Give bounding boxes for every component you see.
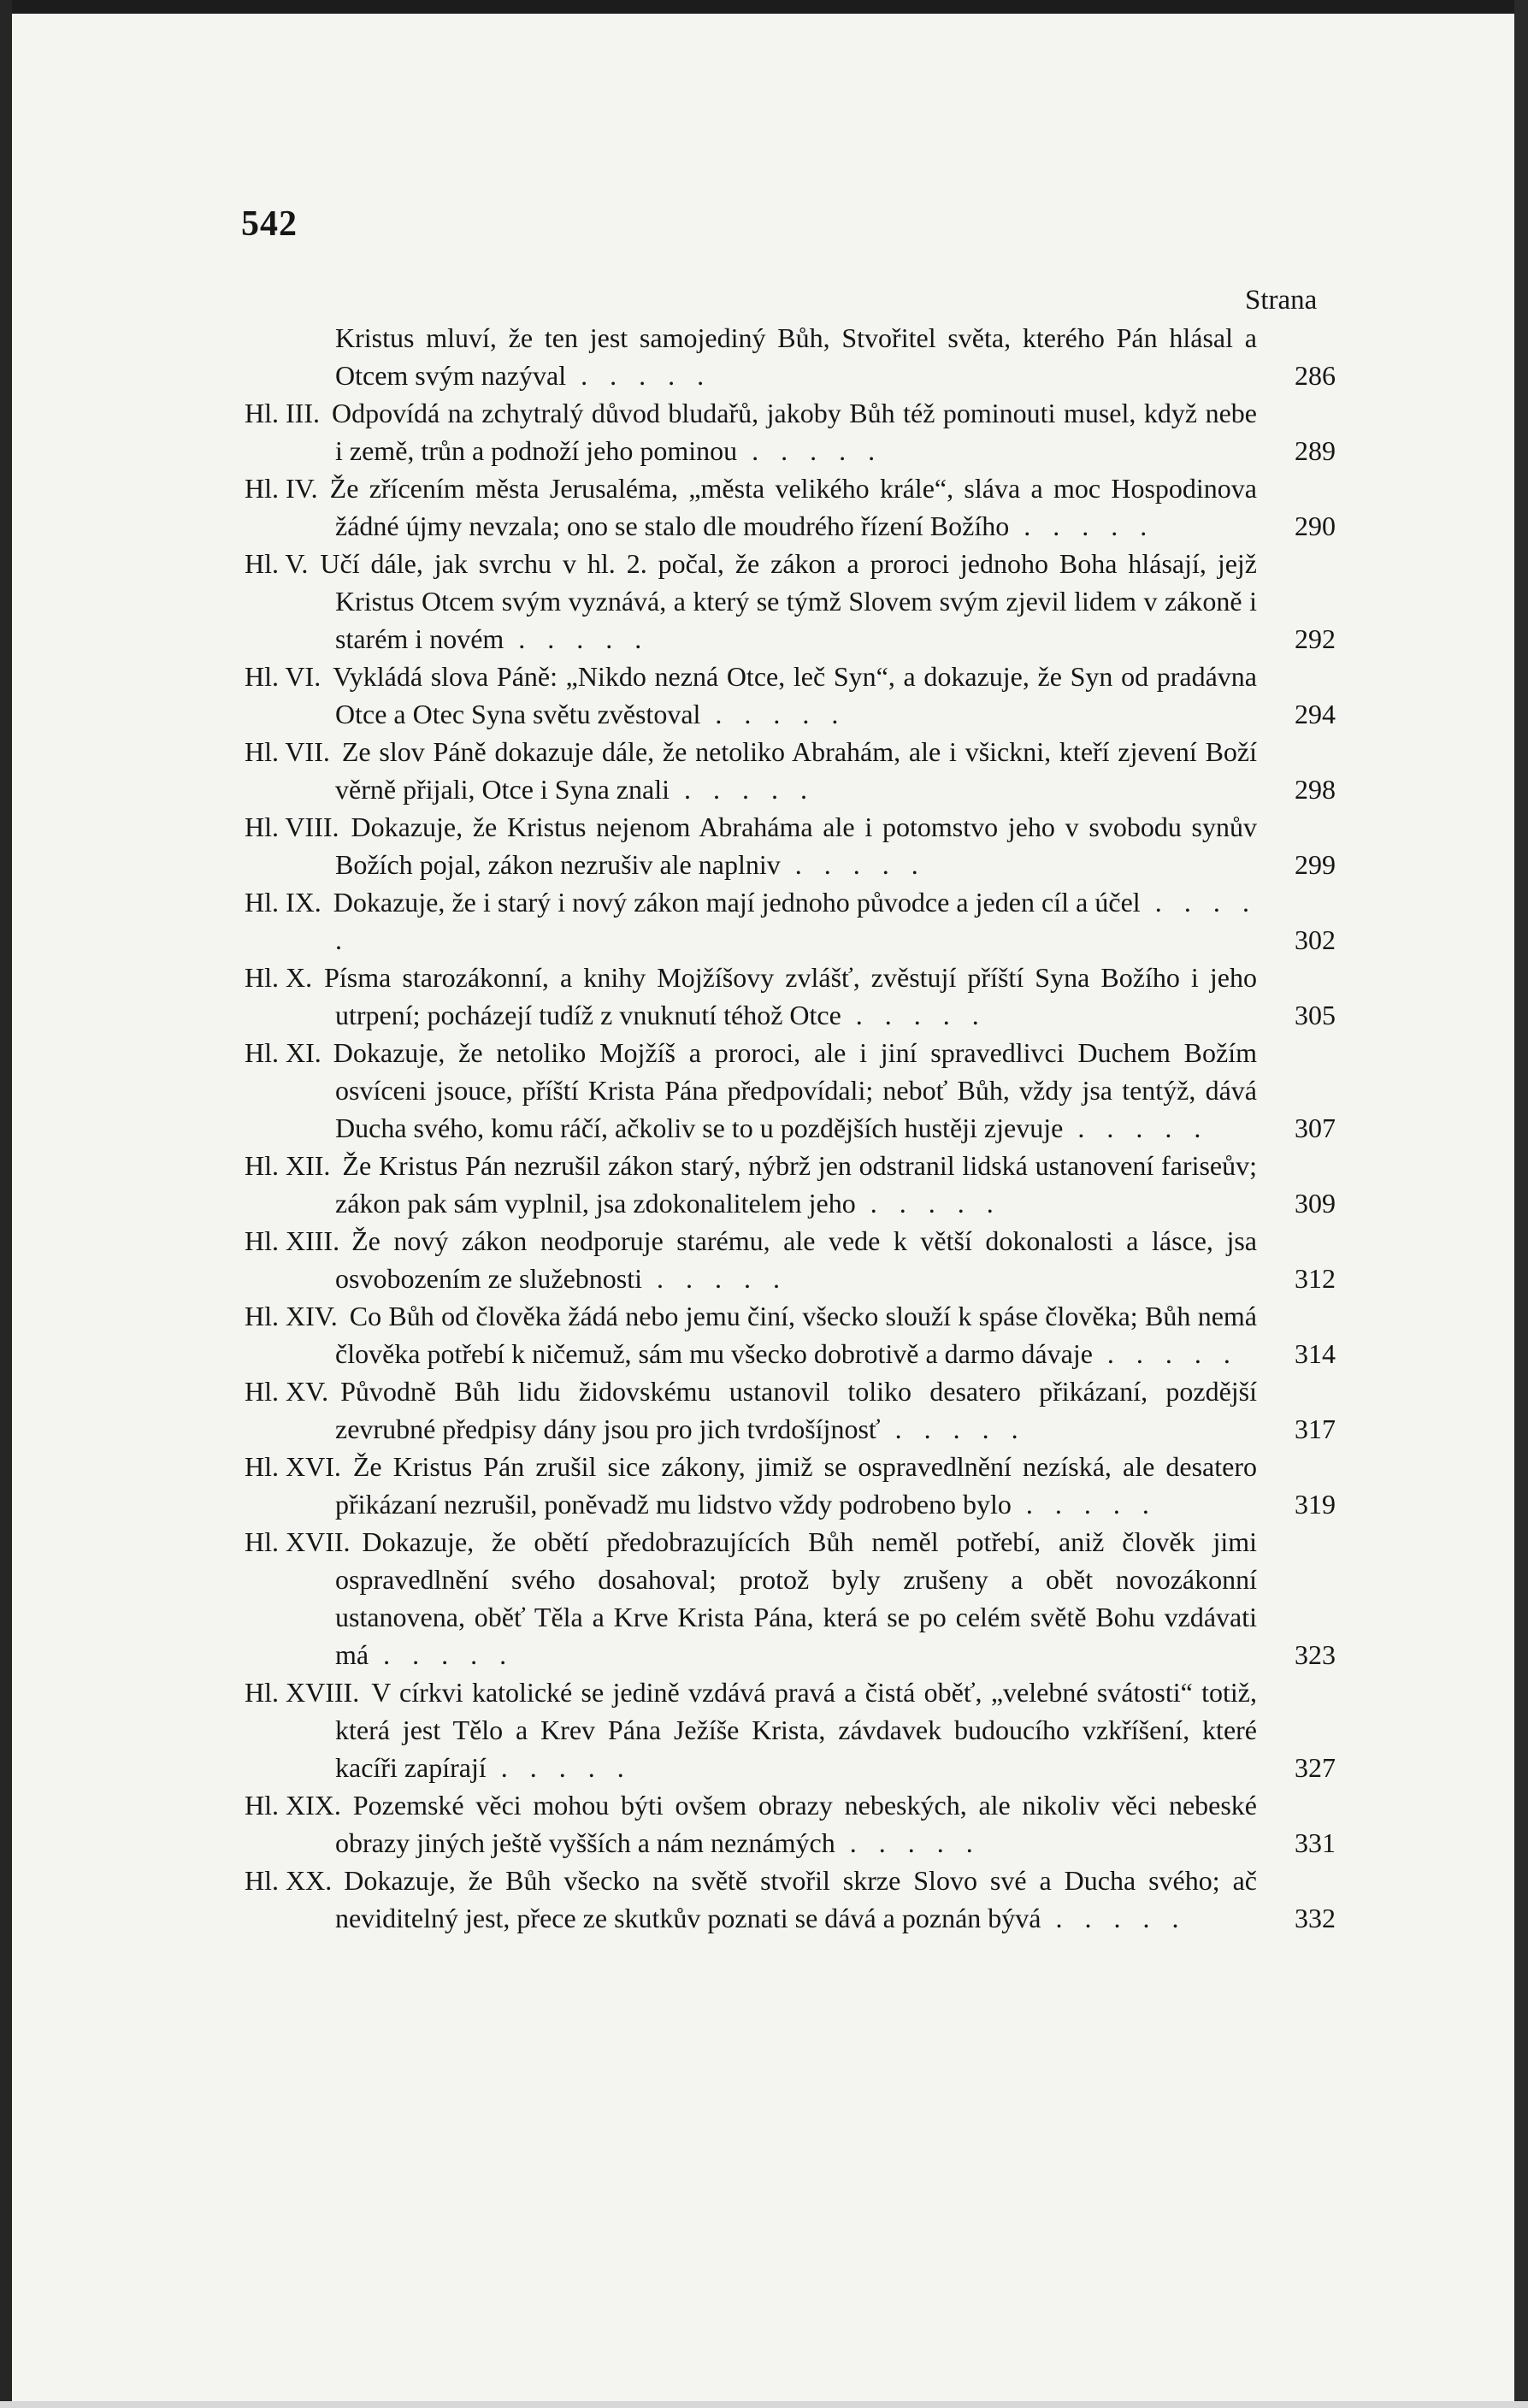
chapter-title: Původně Bůh lidu židovskému ustanovil toliko desatero přikázaní, pozdější zevrubné předpisy dány jsou pro jich tvrdošíjnosť . . . . . [335,1376,1257,1444]
chapter-title: Že Kristus Pán nezrušil zákon starý, nýbrž jen odstranil lidská ustanovení fariseův; zákon pak sám vyplnil, jsa zdokonalitelem jeho . . . . . [335,1150,1257,1219]
scan-edge-left [0,0,12,2408]
toc-entry [245,733,1336,808]
leader-dots: . . . . . [1009,511,1155,541]
scan-edge-bottom [0,2401,1528,2408]
chapter-title: Odpovídá na zchytralý důvod bludařů, jakoby Bůh též pominouti musel, když nebe i země, trůn a podnoží jeho pominou . . . . . [331,398,1257,466]
chapter-number: Hl. VIII. [245,812,339,842]
leader-dots: . . . . . [486,1752,632,1783]
toc-entry [245,1222,1336,1297]
leader-dots: . . . . . [841,1000,987,1030]
leader-dots: . . . . . [1092,1338,1238,1369]
toc-entry [245,1862,1336,1937]
leader-dots: . . . . . [1041,1903,1187,1933]
page-reference: 317 [1295,1414,1336,1444]
leader-dots: . . . . . [855,1188,1001,1219]
page-reference: 307 [1295,1113,1336,1143]
chapter-number: Hl. XIV. [245,1301,338,1331]
leader-dots: . . . . . [669,774,815,805]
chapter-number: Hl. XIX. [245,1790,341,1821]
leader-dots: . . . . . [737,435,883,466]
chapter-number: Hl. VII. [245,736,330,767]
page-number: 542 [241,204,298,244]
page-reference: 294 [1295,699,1336,729]
chapter-number: Hl. XI. [245,1037,322,1068]
toc-entry [245,959,1336,1034]
chapter-title: V církvi katolické se jedině vzdává pravá a čistá oběť, „velebné svátosti“ totiž, která jest Tělo a Krev Pána Ježíše Krista, závdavek budoucího vzkříšení, které kacíři zapírají . . . . . [335,1677,1257,1783]
toc-entry [245,1034,1336,1147]
chapter-title: Písma starozákonní, a knihy Mojžíšovy zvlášť, zvěstují příští Syna Božího i jeho utrpení; pocházejí tudíž z vnuknutí téhož Otce . . . . . [324,962,1257,1030]
leader-dots: . . . . . [780,849,926,880]
page-reference: 309 [1295,1188,1336,1219]
chapter-title: Dokazuje, že obětí předobrazujících Bůh neměl potřebí, aniž člověk jimi ospravedlnění svého dosahoval; protož byly zrušeny a obět novozákonní ustanovena, oběť Těla a Krve Krista Pána, která se po celém světě Bohu vzdávati má . . . . . [335,1526,1257,1670]
chapter-title: Dokazuje, že Kristus nejenom Abraháma ale i potomstvo jeho v svobodu synův Božích pojal, zákon nezrušiv ale naplniv . . . . . [335,812,1257,880]
page-reference: 292 [1295,623,1336,654]
chapter-number: Hl. V. [245,548,309,579]
page-reference: 327 [1295,1752,1336,1783]
chapter-number: Hl. IV. [245,473,318,504]
leader-dots: . . . . . [700,699,847,729]
chapter-title: Že nový zákon neodporuje starému, ale vede k větší dokonalosti a lásce, jsa osvobozením ze služebnosti . . . . . [335,1225,1257,1294]
scan-edge-right [1514,0,1528,2408]
toc-entry [245,319,1336,394]
chapter-title: Co Bůh od člověka žádá nebo jemu činí, všecko slouží k spáse člověka; Bůh nemá člověka potřebí k ničemuž, sám mu všecko dobrotivě a darmo dávaje . . . . . [335,1301,1257,1369]
chapter-number: Hl. XII. [245,1150,331,1181]
leader-dots: . . . . . [335,887,1258,955]
chapter-number: Hl. XX. [245,1865,333,1896]
table-of-contents [245,319,1336,1937]
page-reference: 299 [1295,849,1336,880]
page-reference: 286 [1295,360,1336,391]
chapter-number: Hl. XVIII. [245,1677,360,1708]
chapter-title: Kristus mluví, že ten jest samojediný Bůh, Stvořitel světa, kterého Pán hlásal a Otcem svým nazýval . . . . . [335,322,1257,391]
toc-entry [245,1297,1336,1372]
page-reference: 312 [1295,1263,1336,1294]
chapter-title: Dokazuje, že i starý i nový zákon mají jednoho původce a jeden cíl a účel . . . . . [333,887,1258,955]
page-reference: 319 [1295,1489,1336,1520]
chapter-number: Hl. X. [245,962,313,993]
chapter-title: Že Kristus Pán zrušil sice zákony, jimiž se ospravedlnění nezíská, ale desatero přikázaní nezrušil, poněvadž mu lidstvo vždy podrobeno bylo . . . . . [335,1451,1257,1520]
page-reference: 323 [1295,1639,1336,1670]
leader-dots: . . . . . [566,360,712,391]
toc-entry [245,545,1336,658]
leader-dots: . . . . . [642,1263,788,1294]
chapter-title: Učí dále, jak svrchu v hl. 2. počal, že zákon a proroci jednoho Boha hlásají, jejž Kristus Otcem svým vyznává, a který se týmž Slovem svým zjevil lidem v zákoně i starém i novém . . . . . [320,548,1257,654]
leader-dots: . . . . . [835,1827,981,1858]
toc-entry [245,1673,1336,1786]
leader-dots: . . . . . [504,623,650,654]
chapter-number: Hl. III. [245,398,320,428]
page-reference: 289 [1295,435,1336,466]
page-reference: 314 [1295,1338,1336,1369]
page-reference: 298 [1295,774,1336,805]
page-reference: 332 [1295,1903,1336,1933]
chapter-number: Hl. XV. [245,1376,329,1407]
chapter-number: Hl. XVII. [245,1526,351,1557]
leader-dots: . . . . . [369,1639,515,1670]
toc-entry [245,1147,1336,1222]
leader-dots: . . . . . [880,1414,1026,1444]
toc-entry [245,1372,1336,1448]
leader-dots: . . . . . [1063,1113,1209,1143]
toc-entry [245,1786,1336,1862]
toc-entry [245,1523,1336,1673]
toc-entry [245,394,1336,469]
chapter-number: Hl. XVI. [245,1451,341,1482]
page-reference: 305 [1295,1000,1336,1030]
toc-entry [245,469,1336,545]
page-reference: 331 [1295,1827,1336,1858]
toc-entry [245,883,1336,959]
chapter-title: Vykládá slova Páně: „Nikdo nezná Otce, leč Syn“, a dokazuje, že Syn od pradávna Otce a Otec Syna světu zvěstoval . . . . . [333,661,1257,729]
chapter-title: Dokazuje, že Bůh všecko na světě stvořil skrze Slovo své a Ducha svého; ač neviditelný jest, přece ze skutkův poznati se dává a poznán bývá . . . . . [335,1865,1257,1933]
chapter-title: Pozemské věci mohou býti ovšem obrazy nebeských, ale nikoliv věci nebeské obrazy jiných ještě vyšších a nám neznámých . . . . . [335,1790,1257,1858]
chapter-title: Že zřícením města Jerusaléma, „města velikého krále“, sláva a moc Hospodinova žádné újmy nevzala; ono se stalo dle moudrého řízení Božího . . . . . [329,473,1257,541]
page-reference: 290 [1295,511,1336,541]
page-column-header: Strana [1245,285,1318,316]
toc-entry [245,658,1336,733]
chapter-number: Hl. XIII. [245,1225,340,1256]
scan-edge-top [0,0,1528,14]
toc-entry [245,808,1336,883]
chapter-number: Hl. IX. [245,887,322,918]
chapter-title: Dokazuje, že netoliko Mojžíš a proroci, ale i jiní spravedlivci Duchem Božím osvíceni jsouce, příští Krista Pána předpovídali; neboť Bůh, vždy jsa tentýž, dává Ducha svého, komu ráčí, ačkoliv se to u pozdějších hustěji zjevuje . . . . . [333,1037,1257,1143]
chapter-number: Hl. VI. [245,661,322,692]
leader-dots: . . . . . [1011,1489,1157,1520]
chapter-title: Ze slov Páně dokazuje dále, že netoliko Abrahám, ale i všickni, kteří zjevení Boží věrně přijali, Otce i Syna znali . . . . . [335,736,1257,805]
toc-entry [245,1448,1336,1523]
page-reference: 302 [1295,924,1336,955]
